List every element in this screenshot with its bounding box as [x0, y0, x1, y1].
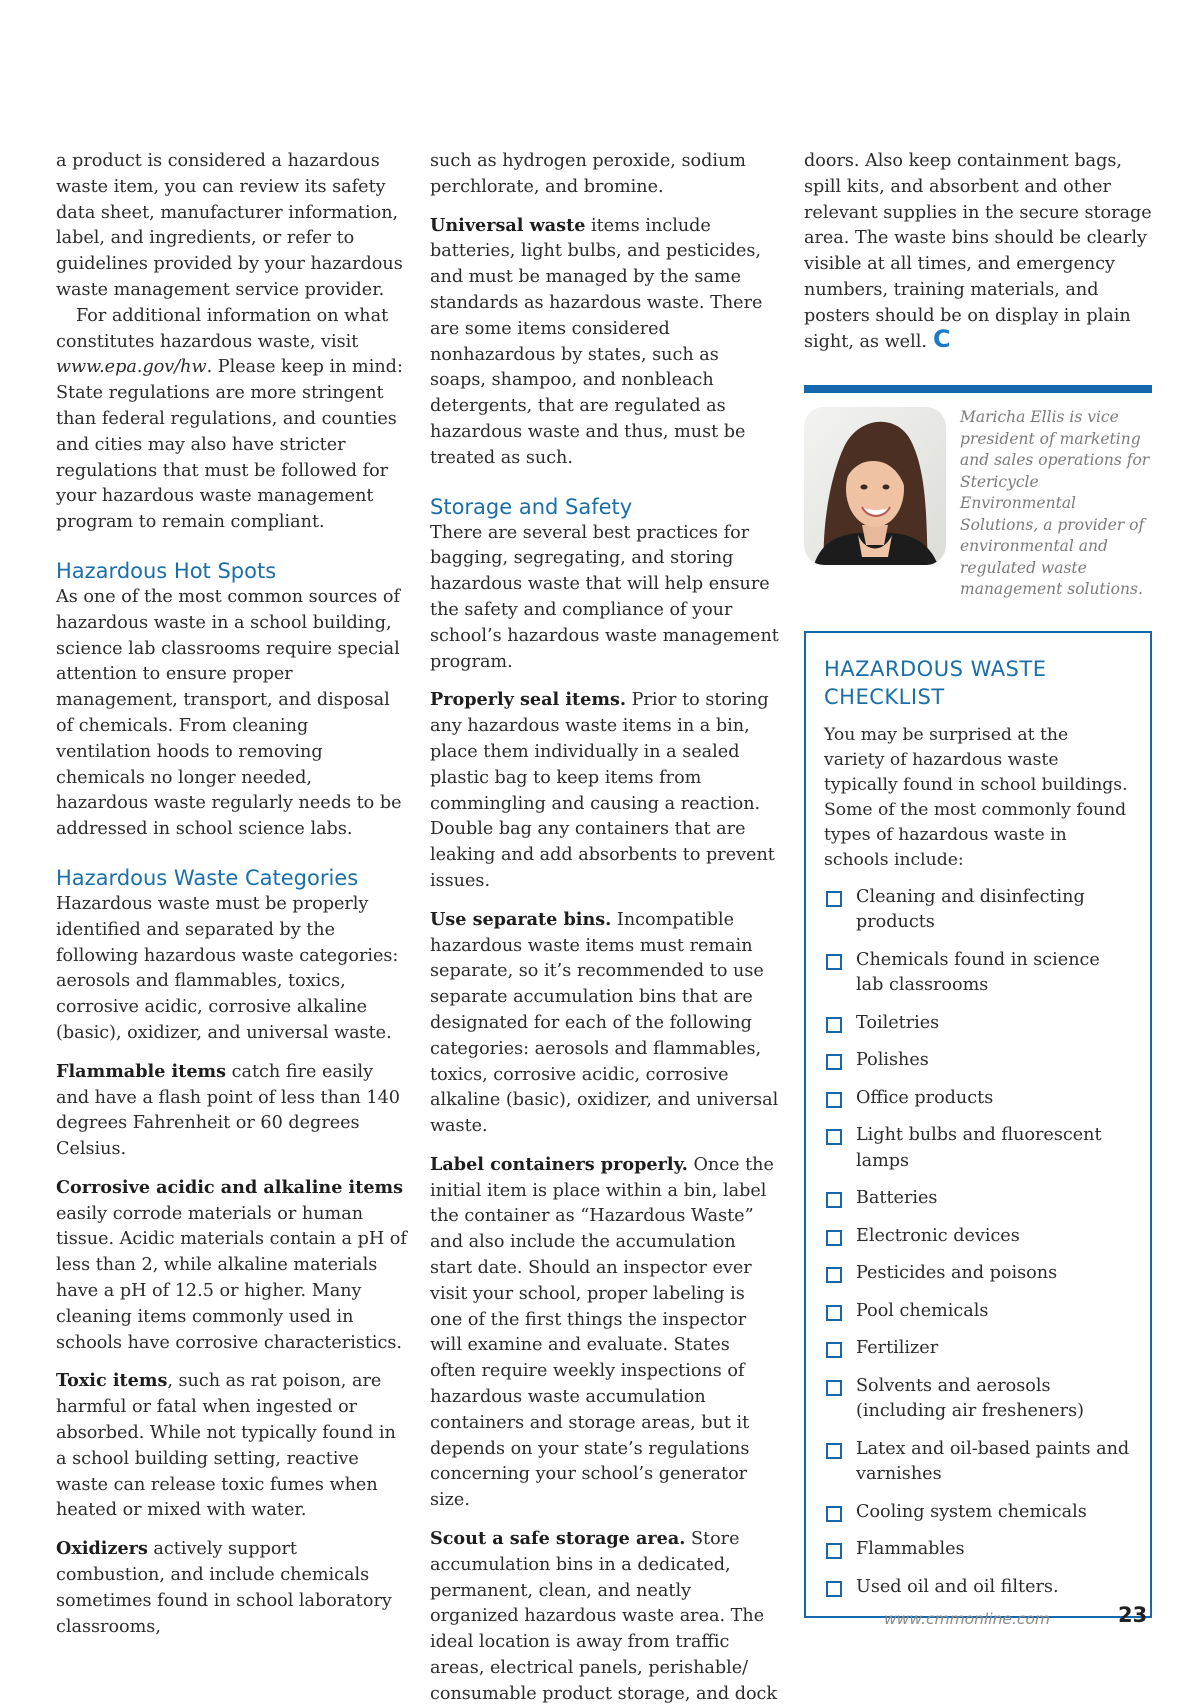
- paragraph: Scout a safe storage area. Store accumulation bins in a dedicated, permanent, clean, and neatly organized hazardous waste area. The ideal location is away from traffic areas, electrical panels, perishable/ consumable product storage, and dock: [430, 1528, 778, 1704]
- checklist-item: Cooling system chemicals: [824, 1500, 1130, 1526]
- section-heading-hot-spots: Hazardous Hot Spots: [56, 558, 277, 583]
- checklist-title: HAZARDOUS WASTE CHECKLIST: [824, 656, 1047, 709]
- checklist-item: Electronic devices: [824, 1224, 1130, 1250]
- checklist-item: Chemicals found in science lab classrooms: [824, 948, 1130, 999]
- checklist-item: Fertilizer: [824, 1336, 1130, 1362]
- author-photo: [804, 407, 946, 565]
- paragraph: doors. Also keep containment bags, spill kits, and absorbent and other relevant supplies in the secure storage area. The waste bins should be clearly visible at all times, and emergency numbers, training materials, and posters should be on display in plain sight, as well. C: [804, 151, 1152, 353]
- end-mark-icon: C: [932, 324, 951, 353]
- paragraph: Flammable items catch fire easily and have a flash point of less than 140 degrees Fahrenheit or 60 degrees Celsius.: [56, 1060, 400, 1160]
- paragraph: Toxic items, such as rat poison, are harmful or fatal when ingested or absorbed. While not typically found in a school building setting, reactive waste can release toxic fumes when heated or mixed with water.: [56, 1370, 396, 1521]
- checklist-box: [804, 631, 1152, 1619]
- column-3: [804, 149, 1152, 1618]
- checklist-item: Pool chemicals: [824, 1299, 1130, 1325]
- paragraph: For additional information on what constitutes hazardous waste, visit www.epa.gov/hw. Please keep in mind: State regulations are more stringent than federal regulations, and counties and cities may also have stricter regulations that must be followed for your hazardous waste management program to remain compliant.: [56, 305, 403, 533]
- paragraph: such as hydrogen peroxide, sodium perchlorate, and bromine.: [430, 151, 746, 197]
- paragraph: Corrosive acidic and alkaline items easily corrode materials or human tissue. Acidic materials contain a pH of less than 2, while alkaline materials have a pH of 12.5 or higher. Many cleaning items commonly used in schools have corrosive characteristics.: [56, 1176, 407, 1353]
- checkbox-icon[interactable]: [826, 891, 842, 907]
- paragraph: a product is considered a hazardous waste item, you can review its safety data sheet, manufacturer information, label, and ingredients, or refer to guidelines provided by your hazardous waste management service provider.: [56, 151, 403, 300]
- author-bio: [804, 407, 1152, 601]
- checklist-item: Office products: [824, 1086, 1130, 1112]
- checklist-list: [824, 885, 1130, 1601]
- section-heading-storage: Storage and Safety: [430, 494, 633, 519]
- checklist-item: Pesticides and poisons: [824, 1261, 1130, 1287]
- checkbox-icon[interactable]: [826, 954, 842, 970]
- checklist-intro: You may be surprised at the variety of hazardous waste typically found in school buildings. Some of the most commonly found types of hazardous waste in schools include:: [824, 724, 1128, 870]
- checklist-item: Used oil and oil filters.: [824, 1575, 1130, 1601]
- page-number: 23: [1118, 1603, 1148, 1627]
- divider: [804, 385, 1152, 393]
- checkbox-icon[interactable]: [826, 1267, 842, 1283]
- paragraph: Properly seal items. Prior to storing any hazardous waste items in a bin, place them individually in a sealed plastic bag to keep items from commingling and causing a reaction. Double bag any containers that are leaking and add absorbents to prevent issues.: [430, 689, 775, 891]
- author-bio-text: Maricha Ellis is vice president of marketing and sales operations for Stericycle Environmental Solutions, a provider of environmental and regulated waste management solutions.: [960, 408, 1150, 599]
- checkbox-icon[interactable]: [826, 1443, 842, 1459]
- checklist-item: Solvents and aerosols (including air fresheners): [824, 1374, 1130, 1425]
- checklist-item: Light bulbs and fluorescent lamps: [824, 1123, 1130, 1174]
- paragraph: Oxidizers actively support combustion, and include chemicals sometimes found in school laboratory classrooms,: [56, 1538, 392, 1637]
- checklist-item: Latex and oil-based paints and varnishes: [824, 1437, 1130, 1488]
- paragraph: Use separate bins. Incompatible hazardous waste items must remain separate, so it’s recommended to use separate accumulation bins that are designated for each of the following categories: aerosols and flammables, toxics, corrosive acidic, corrosive alkaline (basic), oxidizer, and universal waste.: [430, 908, 779, 1137]
- checkbox-icon[interactable]: [826, 1092, 842, 1108]
- paragraph: Label containers properly. Once the initial item is place within a bin, label the container as “Hazardous Waste” and also include the accumulation start date. Should an inspector ever visit your school, proper labeling is one of the first things the inspector will examine and evaluate. States often require weekly inspections of hazardous waste accumulation containers and storage areas, but it depends on your state’s regulations concerning your school’s generator size.: [430, 1153, 774, 1511]
- checkbox-icon[interactable]: [826, 1054, 842, 1070]
- paragraph: As one of the most common sources of hazardous waste in a school building, science lab classrooms require special attention to ensure proper management, transport, and disposal of chemicals. From cleaning ventilation hoods to removing chemicals no longer needed, hazardous waste regularly needs to be addressed in school science labs.: [56, 586, 402, 840]
- checkbox-icon[interactable]: [826, 1342, 842, 1358]
- footer-url[interactable]: www.cmmonline.com: [884, 1610, 1050, 1628]
- checkbox-icon[interactable]: [826, 1129, 842, 1145]
- checkbox-icon[interactable]: [826, 1506, 842, 1522]
- checkbox-icon[interactable]: [826, 1192, 842, 1208]
- checkbox-icon[interactable]: [826, 1230, 842, 1246]
- paragraph: There are several best practices for bagging, segregating, and storing hazardous waste that will help ensure the safety and compliance of your school’s hazardous waste management program.: [430, 522, 779, 672]
- checkbox-icon[interactable]: [826, 1543, 842, 1559]
- checkbox-icon[interactable]: [826, 1581, 842, 1597]
- section-heading-categories: Hazardous Waste Categories: [56, 865, 359, 890]
- checklist-item: Batteries: [824, 1186, 1130, 1212]
- epa-link[interactable]: www.epa.gov/hw: [56, 357, 207, 378]
- paragraph: Universal waste items include batteries, light bulbs, and pesticides, and must be managed by the same standards as hazardous waste. There are some items considered nonhazardous by states, such as soaps, shampoo, and nonbleach detergents, that are regulated as hazardous waste and thus, must be treated as such.: [430, 214, 763, 468]
- checkbox-icon[interactable]: [826, 1017, 842, 1033]
- checklist-item: Toiletries: [824, 1011, 1130, 1037]
- checklist-item: Cleaning and disinfecting products: [824, 885, 1130, 936]
- column-2: [430, 149, 780, 1708]
- column-1: [56, 149, 408, 1640]
- checklist-item: Flammables: [824, 1537, 1130, 1563]
- checkbox-icon[interactable]: [826, 1305, 842, 1321]
- checklist-item: Polishes: [824, 1048, 1130, 1074]
- checkbox-icon[interactable]: [826, 1380, 842, 1396]
- paragraph: Hazardous waste must be properly identified and separated by the following hazardous waste categories: aerosols and flammables, toxics, corrosive acidic, corrosive alkaline (basic), oxidizer, and universal waste.: [56, 893, 399, 1043]
